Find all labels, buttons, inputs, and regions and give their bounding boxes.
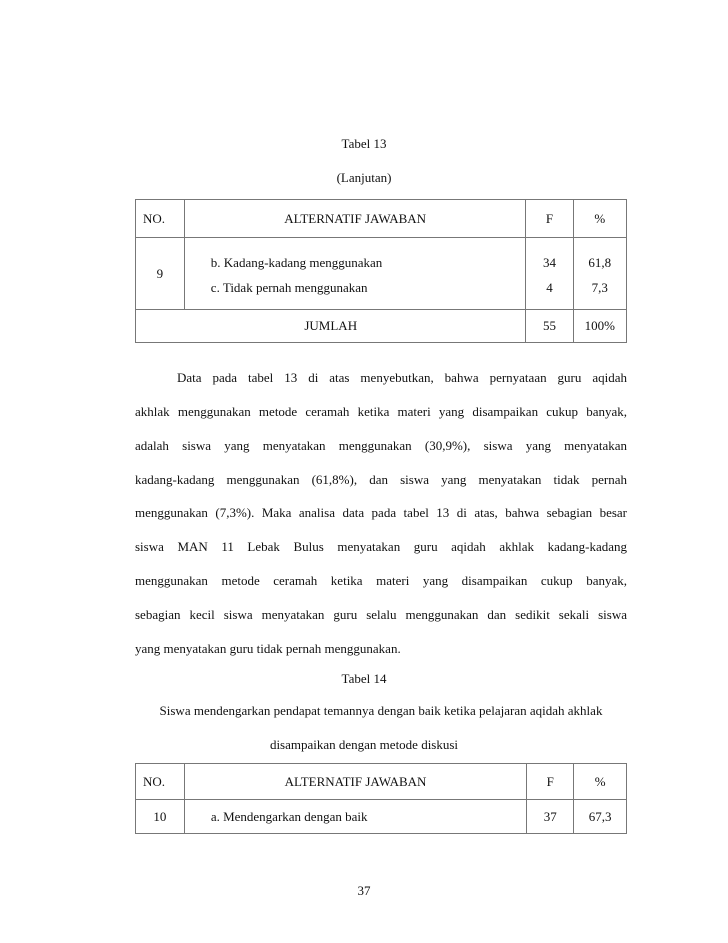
table13-title: Tabel 13	[341, 136, 387, 151]
table-13	[135, 199, 627, 343]
row-percent: 61,8	[573, 238, 626, 275]
paragraph-line: adalah siswa yang menyatakan menggunakan (30,9%), siswa yang menyatakan	[135, 438, 627, 453]
header-percent: %	[573, 200, 626, 238]
paragraph-line: yang menyatakan guru tidak pernah menggunakan.	[135, 641, 401, 656]
page-number: 37	[357, 883, 371, 898]
row-percent: 67,3	[574, 800, 627, 834]
table-header-row	[136, 200, 627, 238]
header-f: F	[527, 764, 574, 800]
paragraph-line: Data pada tabel 13 di atas menyebutkan, bahwa pernyataan guru aqidah	[177, 370, 627, 385]
paragraph-line: menggunakan metode ceramah ketika materi yang disampaikan cukup banyak,	[135, 573, 627, 588]
paragraph-line: sebagian kecil siswa menyatakan guru selalu menggunakan dan sedikit sekali siswa	[135, 607, 627, 622]
table14-title: Tabel 14	[341, 671, 387, 686]
header-percent: %	[574, 764, 627, 800]
total-label: JUMLAH	[136, 310, 526, 343]
row-f: 34	[526, 238, 573, 275]
row-percent: 7,3	[573, 275, 626, 310]
paragraph-line: siswa MAN 11 Lebak Bulus menyatakan guru aqidah akhlak kadang-kadang	[135, 539, 627, 554]
table-header-row	[136, 764, 627, 800]
total-percent: 100%	[573, 310, 626, 343]
header-f: F	[526, 200, 573, 238]
table-14	[135, 763, 627, 834]
table-row	[136, 800, 627, 834]
table-row	[136, 275, 627, 310]
row-number: 9	[136, 238, 185, 310]
table-row	[136, 238, 627, 275]
row-f: 37	[527, 800, 574, 834]
table-total-row	[136, 310, 627, 343]
row-number: 10	[136, 800, 185, 834]
header-no: NO.	[136, 764, 185, 800]
header-alternatif: ALTERNATIF JAWABAN	[184, 200, 526, 238]
header-no: NO.	[136, 200, 185, 238]
header-alternatif: ALTERNATIF JAWABAN	[184, 764, 526, 800]
paragraph-line: kadang-kadang menggunakan (61,8%), dan siswa yang menyatakan tidak pernah	[135, 472, 627, 487]
row-alternatif: c. Tidak pernah menggunakan	[184, 275, 526, 310]
table14-caption-line1: Siswa mendengarkan pendapat temannya dengan baik ketika pelajaran aqidah akhlak	[159, 703, 603, 718]
total-f: 55	[526, 310, 573, 343]
paragraph-line: akhlak menggunakan metode ceramah ketika materi yang disampaikan cukup banyak,	[135, 404, 627, 419]
paragraph-line: menggunakan (7,3%). Maka analisa data pada tabel 13 di atas, bahwa sebagian besar	[135, 505, 627, 520]
row-f: 4	[526, 275, 573, 310]
row-alternatif: a. Mendengarkan dengan baik	[184, 800, 526, 834]
table13-subtitle: (Lanjutan)	[336, 170, 392, 185]
table14-caption-line2: disampaikan dengan metode diskusi	[269, 737, 459, 752]
row-alternatif: b. Kadang-kadang menggunakan	[184, 238, 526, 275]
